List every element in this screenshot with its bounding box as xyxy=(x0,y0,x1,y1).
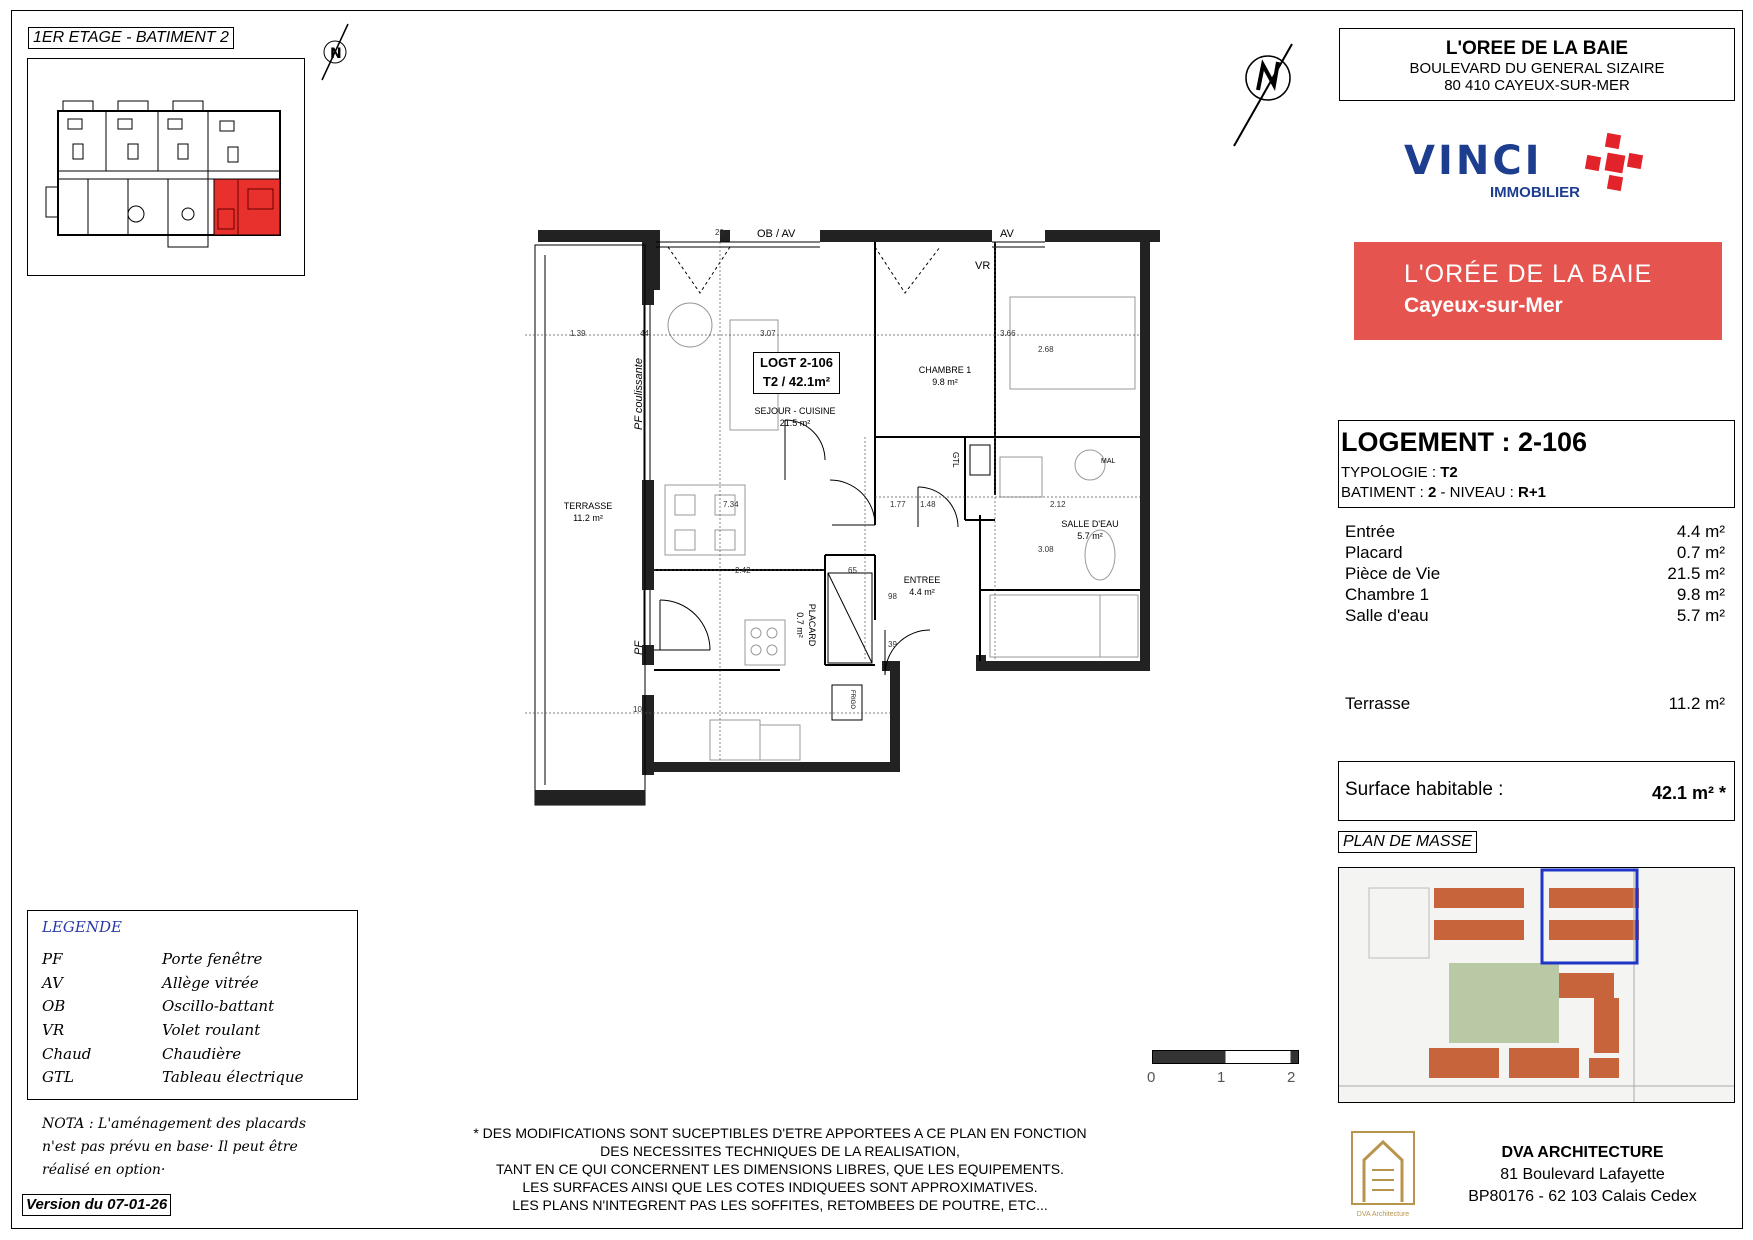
fixture-gtl: GTL xyxy=(951,452,960,468)
surface-row: Salle d'eau 5.7 m² xyxy=(1345,606,1725,625)
dim-text: 44 xyxy=(640,329,649,338)
dim-text: 20 xyxy=(715,228,724,237)
surface-row: Chambre 1 9.8 m² xyxy=(1345,585,1725,604)
dim-text: 2.12 xyxy=(1050,500,1066,509)
terrace-row: Terrasse 11.2 m² xyxy=(1345,694,1725,713)
disclaimer-line: LES SURFACES AINSI QUE LES COTES INDIQUEES SONT APPROXIMATIVES. xyxy=(522,1179,1038,1195)
dim-text: 3.66 xyxy=(1000,329,1016,338)
dim-text: 1.77 xyxy=(890,500,906,509)
dva-logo xyxy=(1350,1130,1416,1216)
legend-item: PF Porte fenêtre xyxy=(42,950,263,968)
legend-item: Chaud Chaudière xyxy=(42,1045,242,1063)
legend-item: OB Oscillo-battant xyxy=(42,997,275,1015)
project-name: L'OREE DE LA BAIE xyxy=(1445,38,1629,59)
legend-item: AV Allège vitrée xyxy=(42,974,259,992)
version-tag: Version du 07-01-26 xyxy=(22,1194,171,1216)
vinci-logo-sub: IMMOBILIER xyxy=(1490,184,1580,201)
dim-text: 10 xyxy=(633,705,642,714)
fixture-mal: MAL xyxy=(1101,458,1116,465)
vinci-logo-word: VINCI xyxy=(1404,138,1543,184)
dim-text: 3.07 xyxy=(760,329,776,338)
legend-item: VR Volet roulant xyxy=(42,1021,261,1039)
room-label-placard: PLACARD 0.7 m² xyxy=(795,603,817,647)
dva-building-icon xyxy=(1350,1130,1416,1206)
vinci-cross-icon xyxy=(1582,132,1652,202)
dva-logo-text: DVA Architecture xyxy=(1356,1211,1410,1218)
fixture-frigo: FRIGO xyxy=(849,690,855,709)
north-arrow-icon xyxy=(1230,40,1300,150)
project-title-box xyxy=(1339,28,1735,101)
surface-row: Pièce de Vie 21.5 m² xyxy=(1345,564,1725,583)
scale-bar xyxy=(1152,1050,1299,1064)
room-label-chambre: CHAMBRE 1 9.8 m² xyxy=(918,365,972,387)
disclaimer-line: TANT EN CE QUI CONCERNENT LES DIMENSIONS LIBRES, QUE LES EQUIPEMENTS. xyxy=(496,1161,1064,1177)
opening-pf-coulissante: PF coulissante xyxy=(633,358,645,430)
logt-label: LOGT 2-106 T2 / 42.1m² xyxy=(753,352,840,394)
banner-title: L'ORÉE DE LA BAIE xyxy=(1404,260,1653,288)
unit-title: LOGEMENT : 2-106 xyxy=(1341,427,1588,457)
site-plan-drawing xyxy=(1339,868,1734,1102)
address-line1: BOULEVARD DU GENERAL SIZAIRE xyxy=(1409,60,1665,77)
dim-text: 3.08 xyxy=(1038,545,1054,554)
dim-text: 2.42 xyxy=(735,566,751,575)
dim-text: 39 xyxy=(888,640,897,649)
site-plan xyxy=(1338,867,1735,1103)
nota: NOTA : L'aménagement des placards n'est pas prévu en base· Il peut être réalisé en option· xyxy=(42,1116,307,1178)
opening-vr: VR xyxy=(975,260,991,272)
unit-info-box xyxy=(1338,420,1735,508)
plan-masse-tag: PLAN DE MASSE xyxy=(1338,831,1477,853)
dim-text: 65 xyxy=(848,566,857,575)
room-label-terrasse: TERRASSE 11.2 m² xyxy=(563,501,613,523)
scale-tick: 0 xyxy=(1147,1069,1156,1086)
architect-block: DVA ARCHITECTURE 81 Boulevard Lafayette BP80176 - 62 103 Calais Cedex xyxy=(1468,1144,1697,1205)
north-arrow-small-icon xyxy=(318,22,352,82)
dim-text: 98 xyxy=(888,592,897,601)
svg-text:N: N xyxy=(330,46,342,62)
room-label-entree: ENTREE 4.4 m² xyxy=(903,575,941,597)
key-plan xyxy=(27,58,305,276)
vinci-logo xyxy=(1402,138,1672,208)
unit-typologie: TYPOLOGIE : T2 xyxy=(1341,464,1458,481)
opening-av: AV xyxy=(1000,228,1014,240)
scale-tick: 2 xyxy=(1287,1069,1296,1086)
room-label-sejour: SEJOUR - CUISINE 21.5 m² xyxy=(754,406,836,428)
opening-pf: PF xyxy=(633,640,645,655)
total-surface-box xyxy=(1338,761,1735,821)
dim-text: 2.68 xyxy=(1038,345,1054,354)
dim-text: 1.39 xyxy=(570,329,586,338)
unit-batiment: BATIMENT : 2 - NIVEAU : R+1 xyxy=(1341,484,1546,501)
address-line2: 80 410 CAYEUX-SUR-MER xyxy=(1444,77,1630,94)
key-plan-drawing xyxy=(28,59,304,275)
dim-text: 1.48 xyxy=(920,500,936,509)
dim-text: 7.34 xyxy=(723,500,739,509)
disclaimer-line: LES PLANS N'INTEGRENT PAS LES SOFFITES, RETOMBEES DE POUTRE, ETC... xyxy=(512,1197,1048,1213)
project-banner xyxy=(1354,242,1722,340)
legend-title: LEGENDE xyxy=(42,918,122,936)
banner-subtitle: Cayeux-sur-Mer xyxy=(1404,294,1563,317)
total-value: 42.1 m² * xyxy=(1651,783,1726,803)
disclaimer-line: * DES MODIFICATIONS SONT SUCEPTIBLES D'ETRE APPORTEES A CE PLAN EN FONCTION xyxy=(473,1125,1087,1141)
surface-row: Placard 0.7 m² xyxy=(1345,543,1725,562)
floor-tag: 1ER ETAGE - BATIMENT 2 xyxy=(28,27,234,49)
opening-ob-av: OB / AV xyxy=(757,228,796,240)
legend-item: GTL Tableau électrique xyxy=(42,1068,304,1086)
total-label: Surface habitable : xyxy=(1345,779,1504,800)
surface-row: Entrée 4.4 m² xyxy=(1345,522,1725,541)
scale-tick: 1 xyxy=(1217,1069,1226,1086)
disclaimer-line: DES NECESSITES TECHNIQUES DE LA REALISATION, xyxy=(600,1143,960,1159)
room-label-salle-eau: SALLE D'EAU 5.7 m² xyxy=(1061,519,1119,541)
